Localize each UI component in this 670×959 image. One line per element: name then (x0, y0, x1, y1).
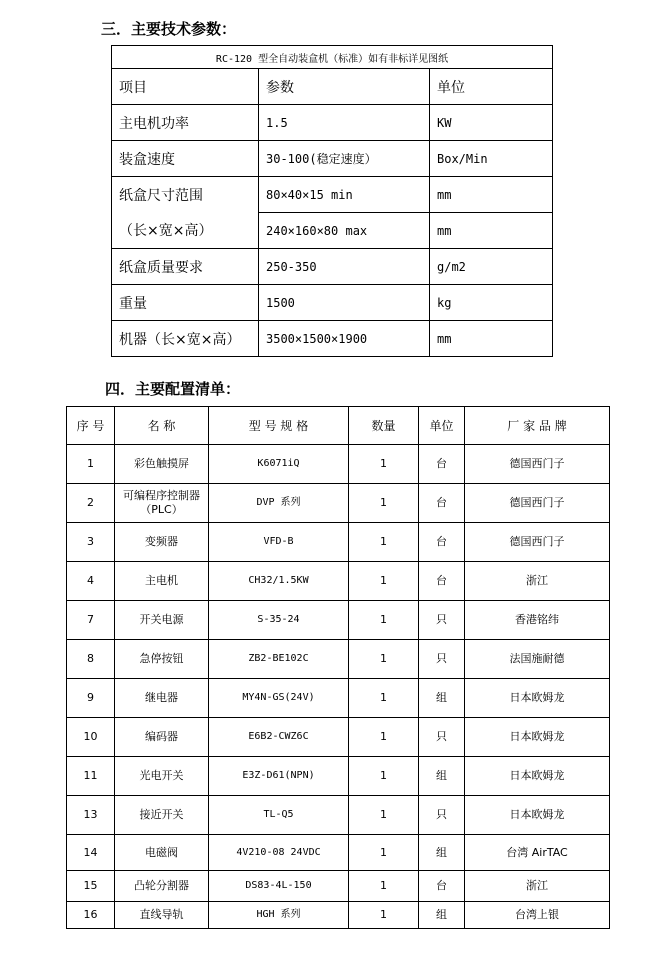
column-header: 型 号 规 格 (209, 407, 349, 445)
table-row (67, 835, 610, 871)
table-row (67, 445, 610, 484)
brand: 德国西门子 (465, 445, 610, 484)
param-value: 30-100(稳定速度） (259, 141, 430, 177)
param-value: 3500×1500×1900 (259, 321, 430, 357)
brand: 德国西门子 (465, 484, 610, 523)
param-unit: KW (430, 105, 553, 141)
column-header: 序 号 (67, 407, 115, 445)
table-row (112, 177, 553, 213)
column-header: 名 称 (115, 407, 209, 445)
table-row (67, 484, 610, 523)
model-spec: HGH 系列 (209, 902, 349, 929)
row-number: 10 (67, 718, 115, 757)
component-name: 直线导轨 (115, 902, 209, 929)
param-unit: mm (430, 213, 553, 249)
component-name: 彩色触摸屏 (115, 445, 209, 484)
table-row (112, 285, 553, 321)
table-row (112, 141, 553, 177)
config-list-table (66, 406, 610, 929)
quantity: 1 (349, 757, 419, 796)
brand: 德国西门子 (465, 523, 610, 562)
component-name: 开关电源 (115, 601, 209, 640)
column-header: 单位 (430, 69, 553, 105)
table-note-row (112, 46, 553, 69)
brand: 浙江 (465, 871, 610, 902)
brand: 日本欧姆龙 (465, 757, 610, 796)
row-number: 8 (67, 640, 115, 679)
param-item: 纸盒质量要求 (112, 249, 259, 285)
model-spec: VFD-B (209, 523, 349, 562)
quantity: 1 (349, 902, 419, 929)
unit: 只 (419, 718, 465, 757)
row-number: 13 (67, 796, 115, 835)
table-row (112, 213, 553, 249)
param-item: （长×宽×高） (112, 213, 259, 249)
table-header-row (67, 407, 610, 445)
table-row (112, 249, 553, 285)
quantity: 1 (349, 871, 419, 902)
component-name: 接近开关 (115, 796, 209, 835)
model-spec: E3Z-D61(NPN) (209, 757, 349, 796)
param-item: 装盒速度 (112, 141, 259, 177)
model-spec: K6071iQ (209, 445, 349, 484)
brand: 台湾上银 (465, 902, 610, 929)
quantity: 1 (349, 445, 419, 484)
unit: 只 (419, 640, 465, 679)
param-item: 主电机功率 (112, 105, 259, 141)
param-unit: mm (430, 177, 553, 213)
component-name: 凸轮分割器 (115, 871, 209, 902)
table-row (67, 562, 610, 601)
row-number: 2 (67, 484, 115, 523)
component-name: 急停按钮 (115, 640, 209, 679)
component-name: 变频器 (115, 523, 209, 562)
param-item: 重量 (112, 285, 259, 321)
unit: 组 (419, 679, 465, 718)
table-row (67, 523, 610, 562)
row-number: 14 (67, 835, 115, 871)
model-spec: DVP 系列 (209, 484, 349, 523)
section-3-title: 三．主要技术参数： (101, 20, 237, 38)
quantity: 1 (349, 523, 419, 562)
brand: 日本欧姆龙 (465, 679, 610, 718)
quantity: 1 (349, 640, 419, 679)
table-row (67, 601, 610, 640)
model-spec: MY4N-GS(24V) (209, 679, 349, 718)
unit: 台 (419, 445, 465, 484)
table-row (112, 105, 553, 141)
column-header: 厂 家 品 牌 (465, 407, 610, 445)
model-spec: CH32/1.5KW (209, 562, 349, 601)
component-name: 电磁阀 (115, 835, 209, 871)
brand: 浙江 (465, 562, 610, 601)
component-name: 编码器 (115, 718, 209, 757)
table-row (67, 796, 610, 835)
table-row (67, 679, 610, 718)
row-number: 16 (67, 902, 115, 929)
unit: 组 (419, 757, 465, 796)
param-item: 纸盒尺寸范围 (112, 177, 259, 213)
table-note: RC-120 型全自动装盒机（标准）如有非标详见图纸 (112, 46, 553, 69)
table-row (112, 321, 553, 357)
param-value: 80×40×15 min (259, 177, 430, 213)
unit: 只 (419, 601, 465, 640)
unit: 台 (419, 562, 465, 601)
quantity: 1 (349, 718, 419, 757)
quantity: 1 (349, 835, 419, 871)
row-number: 11 (67, 757, 115, 796)
param-value: 1.5 (259, 105, 430, 141)
row-number: 4 (67, 562, 115, 601)
param-unit: Box/Min (430, 141, 553, 177)
unit: 组 (419, 835, 465, 871)
unit: 台 (419, 871, 465, 902)
brand: 香港铭纬 (465, 601, 610, 640)
table-header-row (112, 69, 553, 105)
table-row (67, 757, 610, 796)
brand: 台湾 AirTAC (465, 835, 610, 871)
column-header: 项目 (112, 69, 259, 105)
model-spec: TL-Q5 (209, 796, 349, 835)
param-value: 250-350 (259, 249, 430, 285)
param-item: 机器（长×宽×高） (112, 321, 259, 357)
table-row (67, 871, 610, 902)
model-spec: E6B2-CWZ6C (209, 718, 349, 757)
component-name-line-1: 可编程序控制器 (123, 489, 200, 502)
param-value: 1500 (259, 285, 430, 321)
brand: 日本欧姆龙 (465, 718, 610, 757)
param-value: 240×160×80 max (259, 213, 430, 249)
unit: 只 (419, 796, 465, 835)
component-name-line-2: （PLC） (140, 503, 183, 516)
row-number: 9 (67, 679, 115, 718)
component-name: 主电机 (115, 562, 209, 601)
row-number: 3 (67, 523, 115, 562)
column-header: 参数 (259, 69, 430, 105)
table-row (67, 902, 610, 929)
column-header: 数量 (349, 407, 419, 445)
model-spec: ZB2-BE102C (209, 640, 349, 679)
unit: 台 (419, 523, 465, 562)
quantity: 1 (349, 796, 419, 835)
brand: 日本欧姆龙 (465, 796, 610, 835)
tech-params-table (111, 45, 553, 357)
model-spec: S-35-24 (209, 601, 349, 640)
model-spec: DS83-4L-150 (209, 871, 349, 902)
quantity: 1 (349, 562, 419, 601)
param-unit: mm (430, 321, 553, 357)
row-number: 1 (67, 445, 115, 484)
section-4-title: 四．主要配置清单： (105, 380, 241, 398)
quantity: 1 (349, 601, 419, 640)
column-header: 单位 (419, 407, 465, 445)
model-spec: 4V210-08 24VDC (209, 835, 349, 871)
unit: 组 (419, 902, 465, 929)
unit: 台 (419, 484, 465, 523)
component-name: 光电开关 (115, 757, 209, 796)
quantity: 1 (349, 484, 419, 523)
component-name (115, 484, 209, 523)
row-number: 15 (67, 871, 115, 902)
row-number: 7 (67, 601, 115, 640)
table-row (67, 640, 610, 679)
param-unit: kg (430, 285, 553, 321)
param-unit: g/m2 (430, 249, 553, 285)
quantity: 1 (349, 679, 419, 718)
table-row (67, 718, 610, 757)
component-name: 继电器 (115, 679, 209, 718)
brand: 法国施耐德 (465, 640, 610, 679)
